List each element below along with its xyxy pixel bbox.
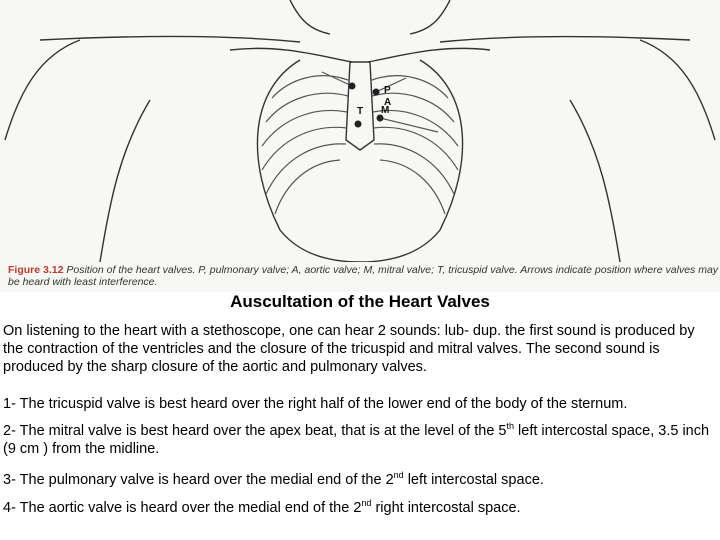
page-title: Auscultation of the Heart Valves [230,292,490,311]
pulmonary-text-b: left intercostal space. [403,472,544,488]
pulmonary-paragraph [3,471,715,489]
thorax-illustration [0,0,720,262]
intro-paragraph: On listening to the heart with a stethoscope, one can hear 2 sounds: lub- dup. the first sound is produced by the contraction of the ventricles and the closure of the tricuspid and mitral valves. The second sound is produced by the sharp closure of the aortic and pulmonary valves. [3,323,695,375]
figure-caption [8,264,720,288]
mitral-superscript: th [506,421,515,432]
tricuspid-paragraph: 1- The tricuspid valve is best heard over the right half of the lower end of the body of the sternum. [3,396,628,412]
aortic-superscript: nd [361,498,372,509]
marker-m: M [381,105,390,116]
marker-t: T [357,106,364,117]
pulmonary-superscript: nd [393,470,404,481]
aortic-paragraph [3,499,715,517]
marker-p: P [384,85,391,96]
figure-label: Figure 3.12 [8,264,64,276]
mitral-text-b: left intercostal space, 3.5 inch (9 cm ) from the midline. [3,423,710,457]
marker-a: A [384,97,392,108]
pulmonary-text-a: 3- The pulmonary valve is heard over the medial end of the 2 [3,472,394,488]
aortic-text-a: 4- The aortic valve is heard over the medial end of the 2 [3,500,362,516]
mitral-text-a: 2- The mitral valve is best heard over the apex beat, that is at the level of the 5 [3,423,507,439]
aortic-text-b: right intercostal space. [371,500,521,516]
mitral-paragraph [3,422,715,458]
figure-caption-text: Position of the heart valves. P, pulmonary valve; A, aortic valve; M, mitral valve; T, tricuspid valve. Arrows indicate position where valves may be heard with least interference. [8,264,719,288]
